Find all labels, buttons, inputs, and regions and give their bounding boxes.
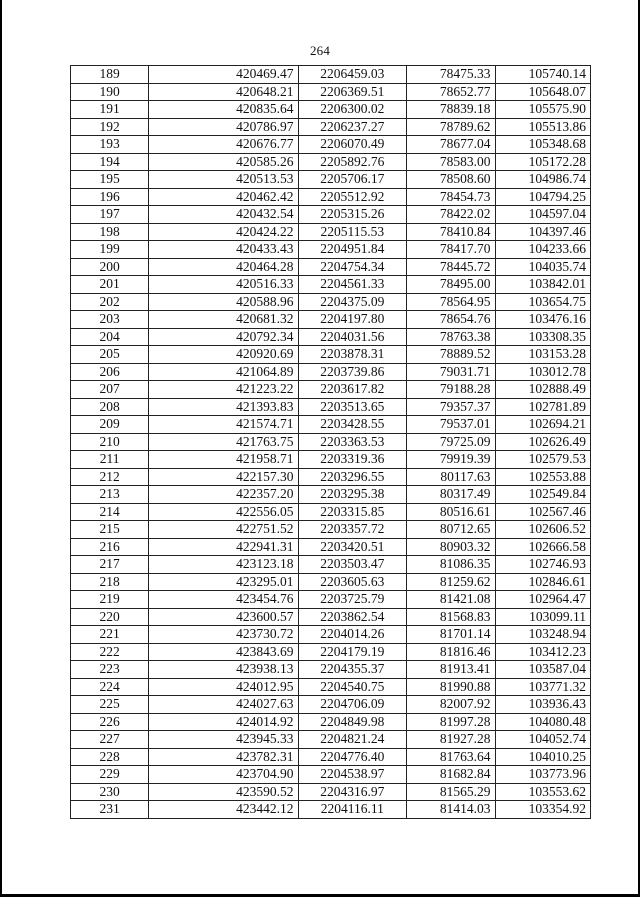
coordinates-table: [70, 65, 591, 819]
coordinate-cell: 102888.49: [495, 381, 590, 399]
point-number-cell: 214: [71, 503, 149, 521]
coordinate-cell: 78475.33: [407, 66, 495, 84]
point-number-cell: 231: [71, 801, 149, 819]
coordinate-cell: 102606.52: [495, 521, 590, 539]
point-number-cell: 222: [71, 643, 149, 661]
coordinate-cell: 78789.62: [407, 118, 495, 136]
table-row: [71, 416, 591, 434]
table-row: [71, 521, 591, 539]
table-row: [71, 346, 591, 364]
coordinate-cell: 2204116.11: [298, 801, 407, 819]
coordinate-cell: 2203428.55: [298, 416, 407, 434]
coordinate-cell: 103936.43: [495, 696, 590, 714]
coordinate-cell: 103476.16: [495, 311, 590, 329]
table-row: [71, 661, 591, 679]
coordinate-cell: 423600.57: [149, 608, 298, 626]
table-row: [71, 381, 591, 399]
point-number-cell: 195: [71, 171, 149, 189]
coordinate-cell: 78763.38: [407, 328, 495, 346]
table-row: [71, 136, 591, 154]
table-row: [71, 258, 591, 276]
coordinate-cell: 2203605.63: [298, 573, 407, 591]
table-row: [71, 188, 591, 206]
coordinate-cell: 81927.28: [407, 731, 495, 749]
coordinate-cell: 103553.62: [495, 783, 590, 801]
table-row: [71, 573, 591, 591]
coordinate-cell: 423123.18: [149, 556, 298, 574]
point-number-cell: 226: [71, 713, 149, 731]
coordinate-cell: 81701.14: [407, 626, 495, 644]
coordinate-cell: 81816.46: [407, 643, 495, 661]
point-number-cell: 219: [71, 591, 149, 609]
coordinate-cell: 102964.47: [495, 591, 590, 609]
table-row: [71, 503, 591, 521]
coordinate-cell: 420432.54: [149, 206, 298, 224]
coordinate-cell: 105348.68: [495, 136, 590, 154]
point-number-cell: 207: [71, 381, 149, 399]
coordinate-cell: 103587.04: [495, 661, 590, 679]
coordinate-cell: 420513.53: [149, 171, 298, 189]
coordinate-cell: 2206369.51: [298, 83, 407, 101]
coordinate-cell: 2204849.98: [298, 713, 407, 731]
scan-border-left: [0, 0, 2, 897]
coordinate-cell: 2203357.72: [298, 521, 407, 539]
table-row: [71, 83, 591, 101]
coordinate-cell: 104052.74: [495, 731, 590, 749]
table-row: [71, 748, 591, 766]
table-row: [71, 241, 591, 259]
point-number-cell: 218: [71, 573, 149, 591]
coordinate-cell: 104080.48: [495, 713, 590, 731]
coordinate-cell: 81086.35: [407, 556, 495, 574]
coordinate-cell: 104035.74: [495, 258, 590, 276]
point-number-cell: 223: [71, 661, 149, 679]
point-number-cell: 193: [71, 136, 149, 154]
coordinate-cell: 81414.03: [407, 801, 495, 819]
coordinate-cell: 2204561.33: [298, 276, 407, 294]
coordinate-cell: 2203739.86: [298, 363, 407, 381]
coordinate-cell: 103773.96: [495, 766, 590, 784]
point-number-cell: 201: [71, 276, 149, 294]
coordinate-cell: 422357.20: [149, 486, 298, 504]
table-row: [71, 696, 591, 714]
coordinate-cell: 2204355.37: [298, 661, 407, 679]
coordinate-cell: 2206459.03: [298, 66, 407, 84]
point-number-cell: 202: [71, 293, 149, 311]
coordinate-cell: 2204014.26: [298, 626, 407, 644]
coordinate-cell: 424014.92: [149, 713, 298, 731]
coordinate-cell: 423454.76: [149, 591, 298, 609]
coordinate-cell: 102549.84: [495, 486, 590, 504]
point-number-cell: 192: [71, 118, 149, 136]
coordinate-cell: 2205115.53: [298, 223, 407, 241]
table-row: [71, 223, 591, 241]
coordinate-cell: 104397.46: [495, 223, 590, 241]
coordinates-table-body: [71, 66, 591, 819]
coordinate-cell: 78652.77: [407, 83, 495, 101]
point-number-cell: 217: [71, 556, 149, 574]
coordinate-cell: 2203315.85: [298, 503, 407, 521]
coordinate-cell: 420835.64: [149, 101, 298, 119]
point-number-cell: 205: [71, 346, 149, 364]
coordinate-cell: 2204821.24: [298, 731, 407, 749]
point-number-cell: 198: [71, 223, 149, 241]
coordinate-cell: 81997.28: [407, 713, 495, 731]
coordinate-cell: 81763.64: [407, 748, 495, 766]
coordinate-cell: 421393.83: [149, 398, 298, 416]
point-number-cell: 204: [71, 328, 149, 346]
coordinate-cell: 103153.28: [495, 346, 590, 364]
table-row: [71, 643, 591, 661]
coordinate-cell: 420920.69: [149, 346, 298, 364]
coordinate-cell: 78417.70: [407, 241, 495, 259]
table-row: [71, 328, 591, 346]
coordinate-cell: 2205512.92: [298, 188, 407, 206]
coordinate-cell: 78508.60: [407, 171, 495, 189]
coordinate-cell: 80117.63: [407, 468, 495, 486]
point-number-cell: 197: [71, 206, 149, 224]
coordinate-cell: 423442.12: [149, 801, 298, 819]
coordinate-cell: 79188.28: [407, 381, 495, 399]
point-number-cell: 230: [71, 783, 149, 801]
coordinate-cell: 81568.83: [407, 608, 495, 626]
table-row: [71, 731, 591, 749]
table-row: [71, 363, 591, 381]
coordinate-cell: 78564.95: [407, 293, 495, 311]
coordinate-cell: 81913.41: [407, 661, 495, 679]
coordinate-cell: 78454.73: [407, 188, 495, 206]
coordinate-cell: 2204776.40: [298, 748, 407, 766]
coordinate-cell: 102694.21: [495, 416, 590, 434]
point-number-cell: 208: [71, 398, 149, 416]
coordinate-cell: 104010.25: [495, 748, 590, 766]
coordinate-cell: 420469.47: [149, 66, 298, 84]
coordinate-cell: 2203862.54: [298, 608, 407, 626]
point-number-cell: 224: [71, 678, 149, 696]
coordinate-cell: 422157.30: [149, 468, 298, 486]
coordinate-cell: 423945.33: [149, 731, 298, 749]
coordinate-cell: 2203878.31: [298, 346, 407, 364]
coordinate-cell: 2204197.80: [298, 311, 407, 329]
coordinate-cell: 2206237.27: [298, 118, 407, 136]
coordinate-cell: 2203296.55: [298, 468, 407, 486]
coordinate-cell: 2204538.97: [298, 766, 407, 784]
coordinate-cell: 420681.32: [149, 311, 298, 329]
coordinate-cell: 102579.53: [495, 451, 590, 469]
point-number-cell: 228: [71, 748, 149, 766]
coordinate-cell: 2205315.26: [298, 206, 407, 224]
table-row: [71, 626, 591, 644]
coordinate-cell: 423730.72: [149, 626, 298, 644]
coordinate-cell: 81259.62: [407, 573, 495, 591]
point-number-cell: 203: [71, 311, 149, 329]
table-row: [71, 538, 591, 556]
coordinate-cell: 81990.88: [407, 678, 495, 696]
table-row: [71, 713, 591, 731]
coordinate-cell: 102567.46: [495, 503, 590, 521]
point-number-cell: 189: [71, 66, 149, 84]
point-number-cell: 220: [71, 608, 149, 626]
table-row: [71, 766, 591, 784]
table-row: [71, 311, 591, 329]
coordinate-cell: 80317.49: [407, 486, 495, 504]
coordinate-cell: 79919.39: [407, 451, 495, 469]
coordinate-cell: 78583.00: [407, 153, 495, 171]
coordinate-cell: 103354.92: [495, 801, 590, 819]
table-row: [71, 783, 591, 801]
coordinate-cell: 420792.34: [149, 328, 298, 346]
coordinate-cell: 420433.43: [149, 241, 298, 259]
coordinate-cell: 103654.75: [495, 293, 590, 311]
table-row: [71, 468, 591, 486]
coordinate-cell: 2204179.19: [298, 643, 407, 661]
table-row: [71, 171, 591, 189]
coordinate-cell: 104233.66: [495, 241, 590, 259]
coordinate-cell: 420676.77: [149, 136, 298, 154]
table-row: [71, 293, 591, 311]
coordinate-cell: 103012.78: [495, 363, 590, 381]
coordinate-cell: 103248.94: [495, 626, 590, 644]
coordinate-cell: 78677.04: [407, 136, 495, 154]
coordinate-cell: 78654.76: [407, 311, 495, 329]
coordinate-cell: 78495.00: [407, 276, 495, 294]
point-number-cell: 215: [71, 521, 149, 539]
coordinate-cell: 104986.74: [495, 171, 590, 189]
table-row: [71, 608, 591, 626]
coordinate-cell: 105513.86: [495, 118, 590, 136]
coordinate-cell: 102746.93: [495, 556, 590, 574]
coordinate-cell: 2204375.09: [298, 293, 407, 311]
coordinate-cell: 2204754.34: [298, 258, 407, 276]
point-number-cell: 225: [71, 696, 149, 714]
point-number-cell: 199: [71, 241, 149, 259]
coordinate-cell: 2204951.84: [298, 241, 407, 259]
coordinate-cell: 2203513.65: [298, 398, 407, 416]
table-row: [71, 118, 591, 136]
table-row: [71, 591, 591, 609]
coordinate-cell: 2203363.53: [298, 433, 407, 451]
coordinate-cell: 423295.01: [149, 573, 298, 591]
point-number-cell: 227: [71, 731, 149, 749]
coordinate-cell: 79537.01: [407, 416, 495, 434]
coordinate-cell: 2204706.09: [298, 696, 407, 714]
coordinate-cell: 423782.31: [149, 748, 298, 766]
coordinate-cell: 2206300.02: [298, 101, 407, 119]
coordinate-cell: 102781.89: [495, 398, 590, 416]
table-row: [71, 206, 591, 224]
coordinate-cell: 78410.84: [407, 223, 495, 241]
coordinate-cell: 2205892.76: [298, 153, 407, 171]
coordinate-cell: 2204031.56: [298, 328, 407, 346]
coordinate-cell: 81565.29: [407, 783, 495, 801]
coordinate-cell: 2204540.75: [298, 678, 407, 696]
coordinate-cell: 2203617.82: [298, 381, 407, 399]
coordinate-cell: 103412.23: [495, 643, 590, 661]
coordinate-cell: 79357.37: [407, 398, 495, 416]
point-number-cell: 206: [71, 363, 149, 381]
coordinate-cell: 102626.49: [495, 433, 590, 451]
coordinate-cell: 78839.18: [407, 101, 495, 119]
coordinate-cell: 420786.97: [149, 118, 298, 136]
coordinate-cell: 103842.01: [495, 276, 590, 294]
coordinate-cell: 420464.28: [149, 258, 298, 276]
coordinate-cell: 2203420.51: [298, 538, 407, 556]
coordinate-cell: 104794.25: [495, 188, 590, 206]
table-row: [71, 276, 591, 294]
coordinate-cell: 80712.65: [407, 521, 495, 539]
coordinate-cell: 423843.69: [149, 643, 298, 661]
point-number-cell: 213: [71, 486, 149, 504]
coordinate-cell: 421064.89: [149, 363, 298, 381]
point-number-cell: 212: [71, 468, 149, 486]
coordinate-cell: 102553.88: [495, 468, 590, 486]
table-row: [71, 556, 591, 574]
point-number-cell: 191: [71, 101, 149, 119]
coordinate-cell: 102666.58: [495, 538, 590, 556]
table-row: [71, 398, 591, 416]
table-row: [71, 433, 591, 451]
coordinate-cell: 78889.52: [407, 346, 495, 364]
coordinate-cell: 420424.22: [149, 223, 298, 241]
coordinate-cell: 2203503.47: [298, 556, 407, 574]
coordinate-cell: 102846.61: [495, 573, 590, 591]
coordinate-cell: 103771.32: [495, 678, 590, 696]
coordinate-cell: 421958.71: [149, 451, 298, 469]
point-number-cell: 216: [71, 538, 149, 556]
table-row: [71, 451, 591, 469]
coordinate-cell: 2204316.97: [298, 783, 407, 801]
coordinate-cell: 105648.07: [495, 83, 590, 101]
coordinate-cell: 82007.92: [407, 696, 495, 714]
coordinate-cell: 103099.11: [495, 608, 590, 626]
table-row: [71, 801, 591, 819]
coordinate-cell: 2203295.38: [298, 486, 407, 504]
coordinate-cell: 2205706.17: [298, 171, 407, 189]
coordinate-cell: 422751.52: [149, 521, 298, 539]
coordinate-cell: 424012.95: [149, 678, 298, 696]
coordinate-cell: 105575.90: [495, 101, 590, 119]
coordinate-cell: 105172.28: [495, 153, 590, 171]
coordinate-cell: 423704.90: [149, 766, 298, 784]
coordinate-cell: 420588.96: [149, 293, 298, 311]
coordinate-cell: 80903.32: [407, 538, 495, 556]
coordinate-cell: 103308.35: [495, 328, 590, 346]
coordinate-cell: 78445.72: [407, 258, 495, 276]
coordinate-cell: 421223.22: [149, 381, 298, 399]
coordinate-cell: 79725.09: [407, 433, 495, 451]
coordinate-cell: 421574.71: [149, 416, 298, 434]
coordinate-cell: 2203319.36: [298, 451, 407, 469]
point-number-cell: 229: [71, 766, 149, 784]
table-row: [71, 678, 591, 696]
coordinate-cell: 422556.05: [149, 503, 298, 521]
point-number-cell: 209: [71, 416, 149, 434]
coordinate-cell: 2206070.49: [298, 136, 407, 154]
point-number-cell: 194: [71, 153, 149, 171]
point-number-cell: 200: [71, 258, 149, 276]
table-row: [71, 101, 591, 119]
coordinate-cell: 423938.13: [149, 661, 298, 679]
page-number: 264: [309, 43, 331, 58]
table-row: [71, 66, 591, 84]
coordinate-cell: 422941.31: [149, 538, 298, 556]
point-number-cell: 196: [71, 188, 149, 206]
coordinate-cell: 424027.63: [149, 696, 298, 714]
point-number-cell: 211: [71, 451, 149, 469]
point-number-cell: 210: [71, 433, 149, 451]
coordinate-cell: 420648.21: [149, 83, 298, 101]
coordinate-cell: 80516.61: [407, 503, 495, 521]
point-number-cell: 221: [71, 626, 149, 644]
coordinate-cell: 420516.33: [149, 276, 298, 294]
coordinate-cell: 81682.84: [407, 766, 495, 784]
table-row: [71, 486, 591, 504]
coordinate-cell: 78422.02: [407, 206, 495, 224]
coordinate-cell: 420462.42: [149, 188, 298, 206]
coordinate-cell: 104597.04: [495, 206, 590, 224]
coordinate-cell: 105740.14: [495, 66, 590, 84]
coordinate-cell: 420585.26: [149, 153, 298, 171]
point-number-cell: 190: [71, 83, 149, 101]
coordinate-cell: 2203725.79: [298, 591, 407, 609]
table-row: [71, 153, 591, 171]
coordinate-cell: 81421.08: [407, 591, 495, 609]
coordinate-cell: 79031.71: [407, 363, 495, 381]
coordinate-cell: 421763.75: [149, 433, 298, 451]
coordinate-cell: 423590.52: [149, 783, 298, 801]
